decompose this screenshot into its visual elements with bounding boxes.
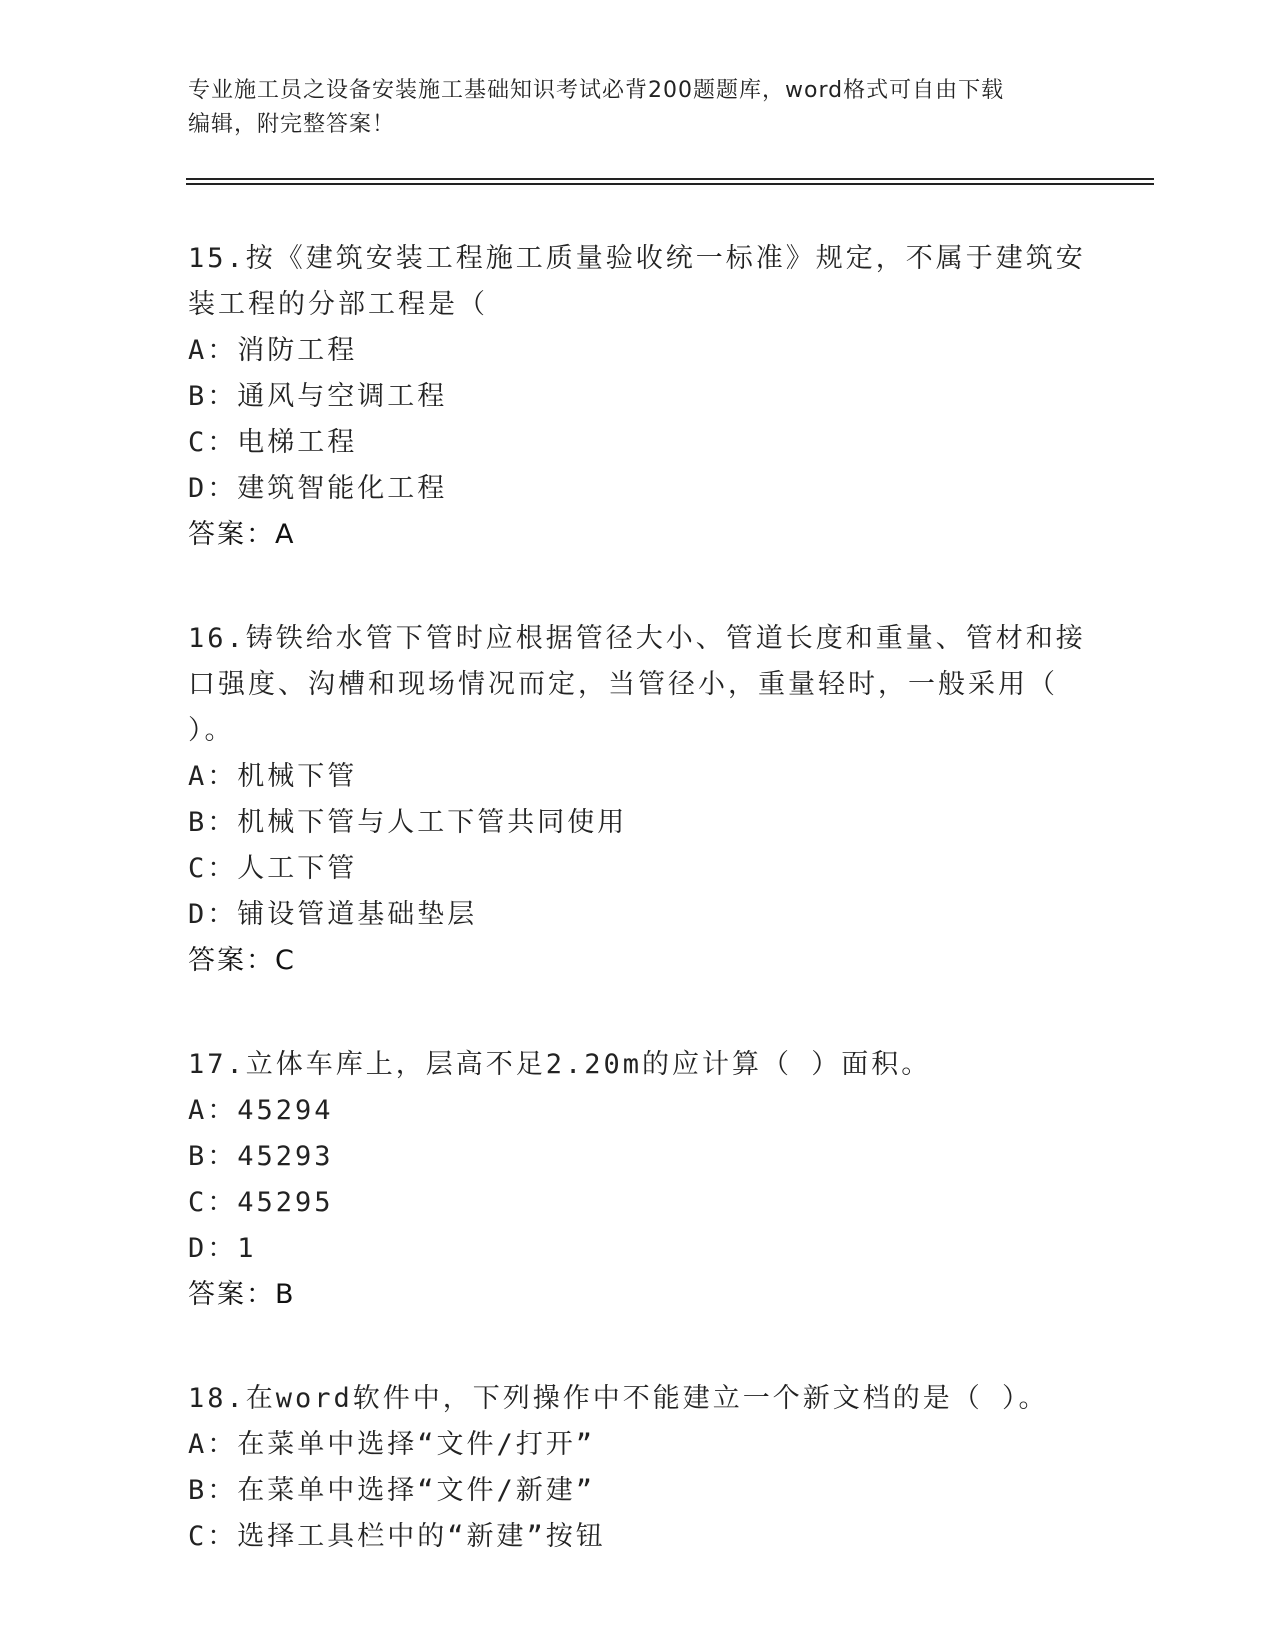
question-text: 16.铸铁给水管下管时应根据管径大小、管道长度和重量、管材和接口强度、沟槽和现场情况而定，当管径小，重量轻时，一般采用（ ）。 bbox=[188, 623, 1086, 746]
question-text: 15.按《建筑安装工程施工质量验收统一标准》规定，不属于建筑安装工程的分部工程是（ bbox=[188, 243, 1086, 320]
option-a: A：45294 bbox=[188, 1095, 334, 1126]
question-16 bbox=[188, 616, 1088, 984]
option-d: D：建筑智能化工程 bbox=[188, 473, 448, 504]
question-list bbox=[188, 236, 1088, 1618]
option-d: D：铺设管道基础垫层 bbox=[188, 899, 478, 930]
question-text: 18.在word软件中，下列操作中不能建立一个新文档的是（ ）。 bbox=[188, 1383, 1049, 1414]
option-c: C：人工下管 bbox=[188, 853, 358, 884]
answer-line: 答案：B bbox=[188, 1279, 296, 1310]
header-line-1: 专业施工员之设备安装施工基础知识考试必背200题题库，word格式可自由下载 bbox=[188, 78, 1005, 103]
question-15 bbox=[188, 236, 1088, 558]
answer-line: 答案：C bbox=[188, 945, 296, 976]
document-header bbox=[188, 74, 1088, 142]
option-a: A：机械下管 bbox=[188, 761, 358, 792]
question-text: 17.立体车库上，层高不足2.20m的应计算（ ）面积。 bbox=[188, 1049, 932, 1080]
question-18 bbox=[188, 1376, 1088, 1560]
option-a: A：在菜单中选择“文件/打开” bbox=[188, 1429, 596, 1460]
option-d: D：1 bbox=[188, 1233, 257, 1264]
question-17 bbox=[188, 1042, 1088, 1318]
option-c: C：选择工具栏中的“新建”按钮 bbox=[188, 1521, 606, 1552]
option-b: B：通风与空调工程 bbox=[188, 381, 448, 412]
header-divider-top bbox=[186, 178, 1154, 180]
option-b: B：机械下管与人工下管共同使用 bbox=[188, 807, 628, 838]
header-line-2: 编辑，附完整答案！ bbox=[188, 112, 396, 137]
option-b: B：在菜单中选择“文件/新建” bbox=[188, 1475, 596, 1506]
option-a: A：消防工程 bbox=[188, 335, 358, 366]
option-c: C：电梯工程 bbox=[188, 427, 358, 458]
answer-line: 答案：A bbox=[188, 519, 296, 550]
option-b: B：45293 bbox=[188, 1141, 334, 1172]
header-divider-bottom bbox=[186, 183, 1154, 185]
option-c: C：45295 bbox=[188, 1187, 334, 1218]
